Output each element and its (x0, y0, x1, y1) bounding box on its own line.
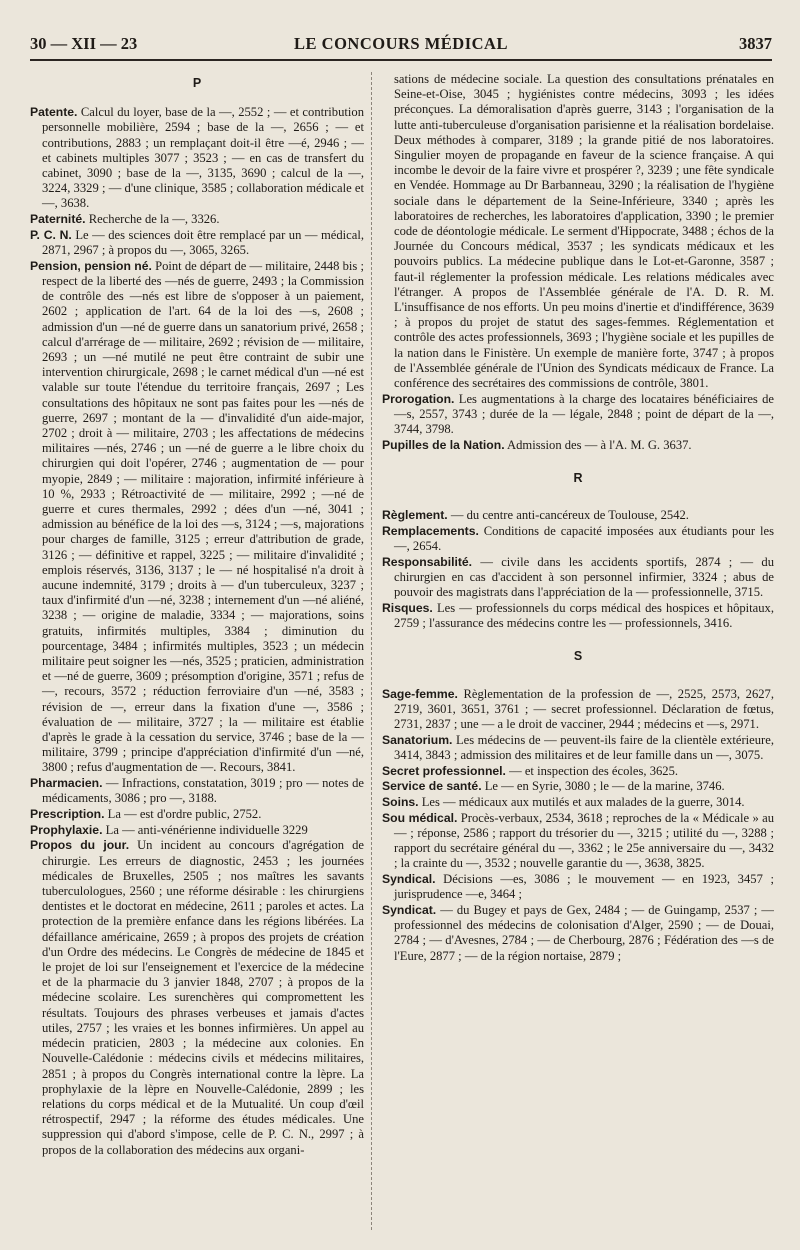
index-entry (382, 508, 774, 523)
entry-text: — du centre anti-cancéreux de Toulouse, 2542. (447, 508, 689, 523)
left-column (30, 72, 364, 1232)
entry-text: Recherche de la —, 3326. (85, 212, 220, 227)
entry-term: Paternité. (30, 212, 86, 227)
section-letter-s: S (573, 649, 583, 664)
index-entries-p (30, 105, 364, 1158)
entry-term: Sou médical. (382, 810, 458, 825)
entry-term: Remplacements. (382, 523, 479, 538)
index-entry (30, 212, 364, 227)
entry-term: Risques. (382, 601, 433, 615)
entry-text: Un incident au concours d'agrégation de chirurgie. Les erreurs de diagnostic, 2453 ; les journées médicales de Bruxelles, 2505 ; nos maîtres les savants tuberculologues, 2560 ; une réforme désirable : les chirurgiens dentistes et le doctorat en médecine, 2611 ; paroles et actes. La protection de la première enfance dans les régions libérées. La défaillance américaine, 2659 ; à propos des projets de création d'un Ordre des médecins. Le Congrès de médecine de 1845 et le projet de loi sur l'enseignement et l'exercice de la médecine et de la pharmacie du 3 janvier 1848, 2707 ; à propos de la médecine scolaire. Les surenchères qui compromettent les résultats. Toujours des phrases verbeuses et jamais d'actes utiles, 2757 ; les vraies et les bonnes infirmières. Un appel au médecin praticien, 2803 ; la médecine aux colonies. En Nouvelle-Calédonie : médecins civils et médecins militaires, 2851 ; à propos du Congrès international contre la lèpre. La prophylaxie de la lèpre en Nouvelle-Calédonie, 2899 ; les relations du corps médical et de la Mutualité. Un coup d'œil rétrospectif, 2947 ; la réforme des études médicales. Une suppression qui d'abord s'impose, celle de P. C. N., 2997 ; à propos de la collaboration des médecins aux organi- (42, 838, 364, 1157)
entry-term: Syndicat. (382, 902, 437, 917)
index-entry (30, 259, 364, 776)
journal-title: LE CONCOURS MÉDICAL (294, 34, 508, 53)
index-entry (382, 903, 774, 964)
entry-term: Syndical. (382, 872, 436, 887)
index-entry (382, 392, 774, 438)
entry-term: Soins. (382, 795, 419, 810)
index-entries-s (382, 687, 774, 964)
entry-term: Propos du jour. (30, 838, 130, 853)
index-entries-r (382, 508, 774, 631)
entry-term: Pension, pension né. (30, 258, 152, 273)
entry-text: Procès-verbaux, 2534, 3618 ; reproches de la « Médicale » au — ; réponse, 2586 ; rapport du trésorier du —, 3215 ; utilité du —, 3288 ; rapport du secrétaire général du —, 3362 ; le 25e anniversaire du —, 3432 ; la crainte du —, 3532 ; nouvelle garantie du —, 3638, 3825. (394, 810, 774, 871)
entry-text: Les médecins de — peuvent-ils faire de la clientèle extérieure, 3414, 3843 ; admission des militaires et de leur famille dans un —, 3075. (394, 732, 774, 762)
entry-text: Admission des — à l'A. M. G. 3637. (504, 437, 692, 452)
index-entry (30, 228, 364, 258)
entry-term: Service de santé. (382, 779, 482, 794)
entry-text: Les — médicaux aux mutilés et aux malades de la guerre, 3014. (418, 795, 745, 810)
index-entry (382, 811, 774, 872)
section-letter-r: R (573, 471, 583, 486)
entry-text: Le — en Syrie, 3080 ; le — de la marine, 3746. (481, 779, 725, 794)
index-entries-p-cont (382, 392, 774, 453)
index-entry (30, 823, 364, 838)
index-entry (382, 555, 774, 601)
entry-text: — civile dans les accidents sportifs, 2874 ; — du chirurgien en cas d'accident à son personnel infirmier, 3324 ; abus de pouvoir des magistrats dans l'appréciation de la — professionnelle, 3715. (394, 554, 774, 600)
entry-term: Responsabilité. (382, 554, 473, 569)
index-entry (382, 438, 774, 453)
entry-text: Les augmentations à la charge des locataires bénéficiaires de —s, 2557, 3743 ; durée de la — légale, 2848 ; point de départ de la —, 3744, 3798. (394, 391, 774, 437)
entry-text: — Infractions, constatation, 3019 ; pro — notes de médicaments, 3086 ; pro —, 3188. (42, 776, 364, 806)
index-entry (382, 795, 774, 810)
entry-term: Prescription. (30, 807, 105, 822)
entry-text: Conditions de capacité imposées aux étudiants pour les —, 2654. (394, 523, 774, 554)
entry-text: — du Bugey et pays de Gex, 2484 ; — de Guingamp, 2537 ; — professionnel des médecins de colonisation d'Alger, 2590 ; — de Douai, 2784 ; — d'Avesnes, 2784 ; — de Cherbourg, 2876 ; Fédération des —s de l'Eure, 2877 ; — de la région nortaise, 2879 ; (394, 902, 774, 963)
index-entry (30, 105, 364, 211)
right-column (382, 72, 774, 1232)
section-letter-p: P (192, 76, 202, 90)
index-entry (30, 807, 364, 822)
index-entry (382, 733, 774, 763)
entry-term: Règlement. (382, 508, 448, 523)
entry-text: Décisions —es, 3086 ; le mouvement — en 1923, 3457 ; jurisprudence —e, 3464 ; (394, 872, 774, 902)
entry-term: Patente. (30, 105, 78, 120)
index-entry (382, 872, 774, 902)
entry-text: Point de départ de — militaire, 2448 bis ; respect de la liberté des —nés de guerre, 2493 ; la Commission de contrôle des —nés est libre de s'opposer à un paiement, 2602 ; application de l'art. 64 de la loi des —s, 2608 ; admission d'un —né de guerre dans un sanatorium privé, 2658 ; calcul d'arrérage de — militaire, 2692 ; révision de — militaire, 2693 ; un —né mutilé ne peut être contraint de subir une intervention chirurgicale, 2698 ; le carnet médical d'un —né est valable sur toute l'étendue du territoire français, 2697 ; Les consultations des hôpitaux ne sont pas faites pour les —nés de guerre, 2697 ; montant de la — d'invalidité d'un aide-major, 2702 ; droit à — militaire, 2703 ; les affectations de médecins militaires —nés, 2746 ; un —né de guerre a le libre choix du chirurgien qui doit l'opérer, 2746 ; augmentation de — pour myopie, 2849 ; — militaire : majoration, infirmité inférieure à 10 %, 2933 ; Rétroactivité de — militaire, 2992 ; —né de guerre et cures thermales, 2992 ; dées d'un —né, 3041 ; admission au bénéfice de la loi des —s, 3124 ; —s, majorations pour charges de famille, 3125 ; erreur d'attribution de grade, 3126 ; — définitive et rappel, 3225 ; — militaire d'invalidité ; emplois réservés, 3136, 3137 ; le — né hospitalisé n'a droit à aucune indemnité, 3179 ; droits à — d'un tuberculeux, 3237 ; taux d'infirmité d'un —né, 3238 ; internement d'un —né aliéné, 3238 ; — origine de maladie, 3334 ; — majorations, soins gratuits, infirmités multiples, 3384 ; diminution du pourcentage, 3484 ; infirmités multiples, 3523 ; un médecin militaire peut soigner les —nés, 3525 ; praticien, administration et —né de guerre, 3609 ; présomption d'origine, 3571 ; refus de —, recours, 3572 ; réduction ferroviaire d'un —né, 3583 ; révision de —, erreur dans la fixation d'une —, 3586 ; évaluation de — militaire, 3727 ; la — militaire est établie d'après le grade à la cessation du service, 3746 ; base de la — militaire, 3799 ; principe d'appréciation d'infirmité d'un —né, 3800 ; refus d'augmentation de —. Recours, 3841. (42, 258, 364, 775)
entry-term: Pupilles de la Nation. (382, 437, 505, 452)
entry-term: Pharmacien. (30, 776, 103, 791)
entry-text: — et inspection des écoles, 3625. (505, 763, 679, 778)
header-date: 30 — XII — 23 (30, 34, 138, 53)
index-entry (382, 687, 774, 733)
entry-term: Prorogation. (382, 391, 455, 406)
entry-term: Sage-femme. (382, 686, 458, 701)
header-rule (30, 59, 772, 61)
index-entry (30, 776, 364, 806)
entry-term: Sanatorium. (382, 732, 453, 747)
entry-term: Secret professionnel. (382, 763, 506, 778)
index-entry (382, 764, 774, 779)
entry-text: La — anti-vénérienne individuelle 3229 (102, 822, 308, 837)
index-entry (382, 601, 774, 631)
entry-text: Le — des sciences doit être remplacé par un — médical, 2871, 2967 ; à propos du —, 3065, 3265. (42, 227, 364, 258)
entry-term: Prophylaxie. (30, 822, 103, 837)
index-entry (382, 524, 774, 554)
entry-text: La — est d'ordre public, 2752. (104, 807, 262, 822)
page-header (30, 34, 772, 58)
entry-text: Règlementation de la profession de —, 2525, 2573, 2627, 2719, 3601, 3651, 3761 ; — secret professionnel. Déclaration de fœtus, 2731, 2837 ; une — a le droit de vacciner, 2944 ; médecins et —s, 2971. (394, 686, 774, 732)
entry-term: P. C. N. (30, 227, 72, 242)
entry-text: Calcul du loyer, base de la —, 2552 ; — et contribution personnelle mobilière, 2594 ; base de la —, 2656 ; — et contributions, 2883 ; un remplaçant doit-il être —é, 2946 ; — et cabinets multiples 3077 ; 3523 ; — en cas de transfert du cabinet, 3090 ; base de la —, 3135, 3690 ; calcul de la —, 3224, 3329 ; — d'une clinique, 3585 ; collaboration médicale et —, 3638. (42, 105, 364, 211)
page-number: 3837 (739, 34, 772, 53)
index-entry (382, 779, 774, 794)
entry-text: Les — professionnels du corps médical des hospices et hôpitaux, 2759 ; l'assurance des médecins contre les — professionnels, 3416. (394, 601, 774, 631)
continued-entry: sations de médecine sociale. La question des consultations prénatales en Seine-et-Oise, 3045 ; hygiénistes contre médecins, 3093 ; les idées préconçues. La démoralisation d'après guerre, 3143 ; l'organisation de la lutte anti-tuberculeuse d'organisation parisienne et la réalisation bordelaise. Deux méthodes à comparer, 3189 ; la grande pitié de nos laboratoires. Singulier moyen de propagande en faveur de la science française. A qui incombe le devoir de la faire vivre et prospérer ?, 3239 ; une fête syndicale en Vendée. Hommage au Dr Barbanneau, 3290 ; la réalisation de l'hygiène sociale dans le département de la Seine-Inférieure, 3340 ; après les laboratoires de recherches, les laboratoires d'application, 3390 ; le premier code de déontologie médicale. Le serment d'Hippocrate, 3488 ; échos de la Journée du Concours médical, 3537 ; les syndicats médicaux et les pouvoirs publics. La médecine publique dans le Lot-et-Garonne, 3587 ; faut-il réglementer la profession médicale. Les relations médicales avec l'étranger. A propos de l'Assemblée générale de l'A. D. R. M. L'insuffisance de nos efforts. Un peu moins d'inertie et d'indifférence, 3639 ; à propos du projet de statut des sages-femmes. Réglementation et contrôle des actes professionnels, 3693 ; l'hygiène sociale et les pupilles de la nation dans le Finistère. Un exemple de manière forte, 3747 ; à propos de l'Assemblée générale de l'Union des Syndicats médicaux de France. La conférence des secrétaires des commissions de contrôle, 3801. (394, 72, 774, 391)
index-entry (30, 838, 364, 1157)
column-divider (371, 72, 372, 1230)
